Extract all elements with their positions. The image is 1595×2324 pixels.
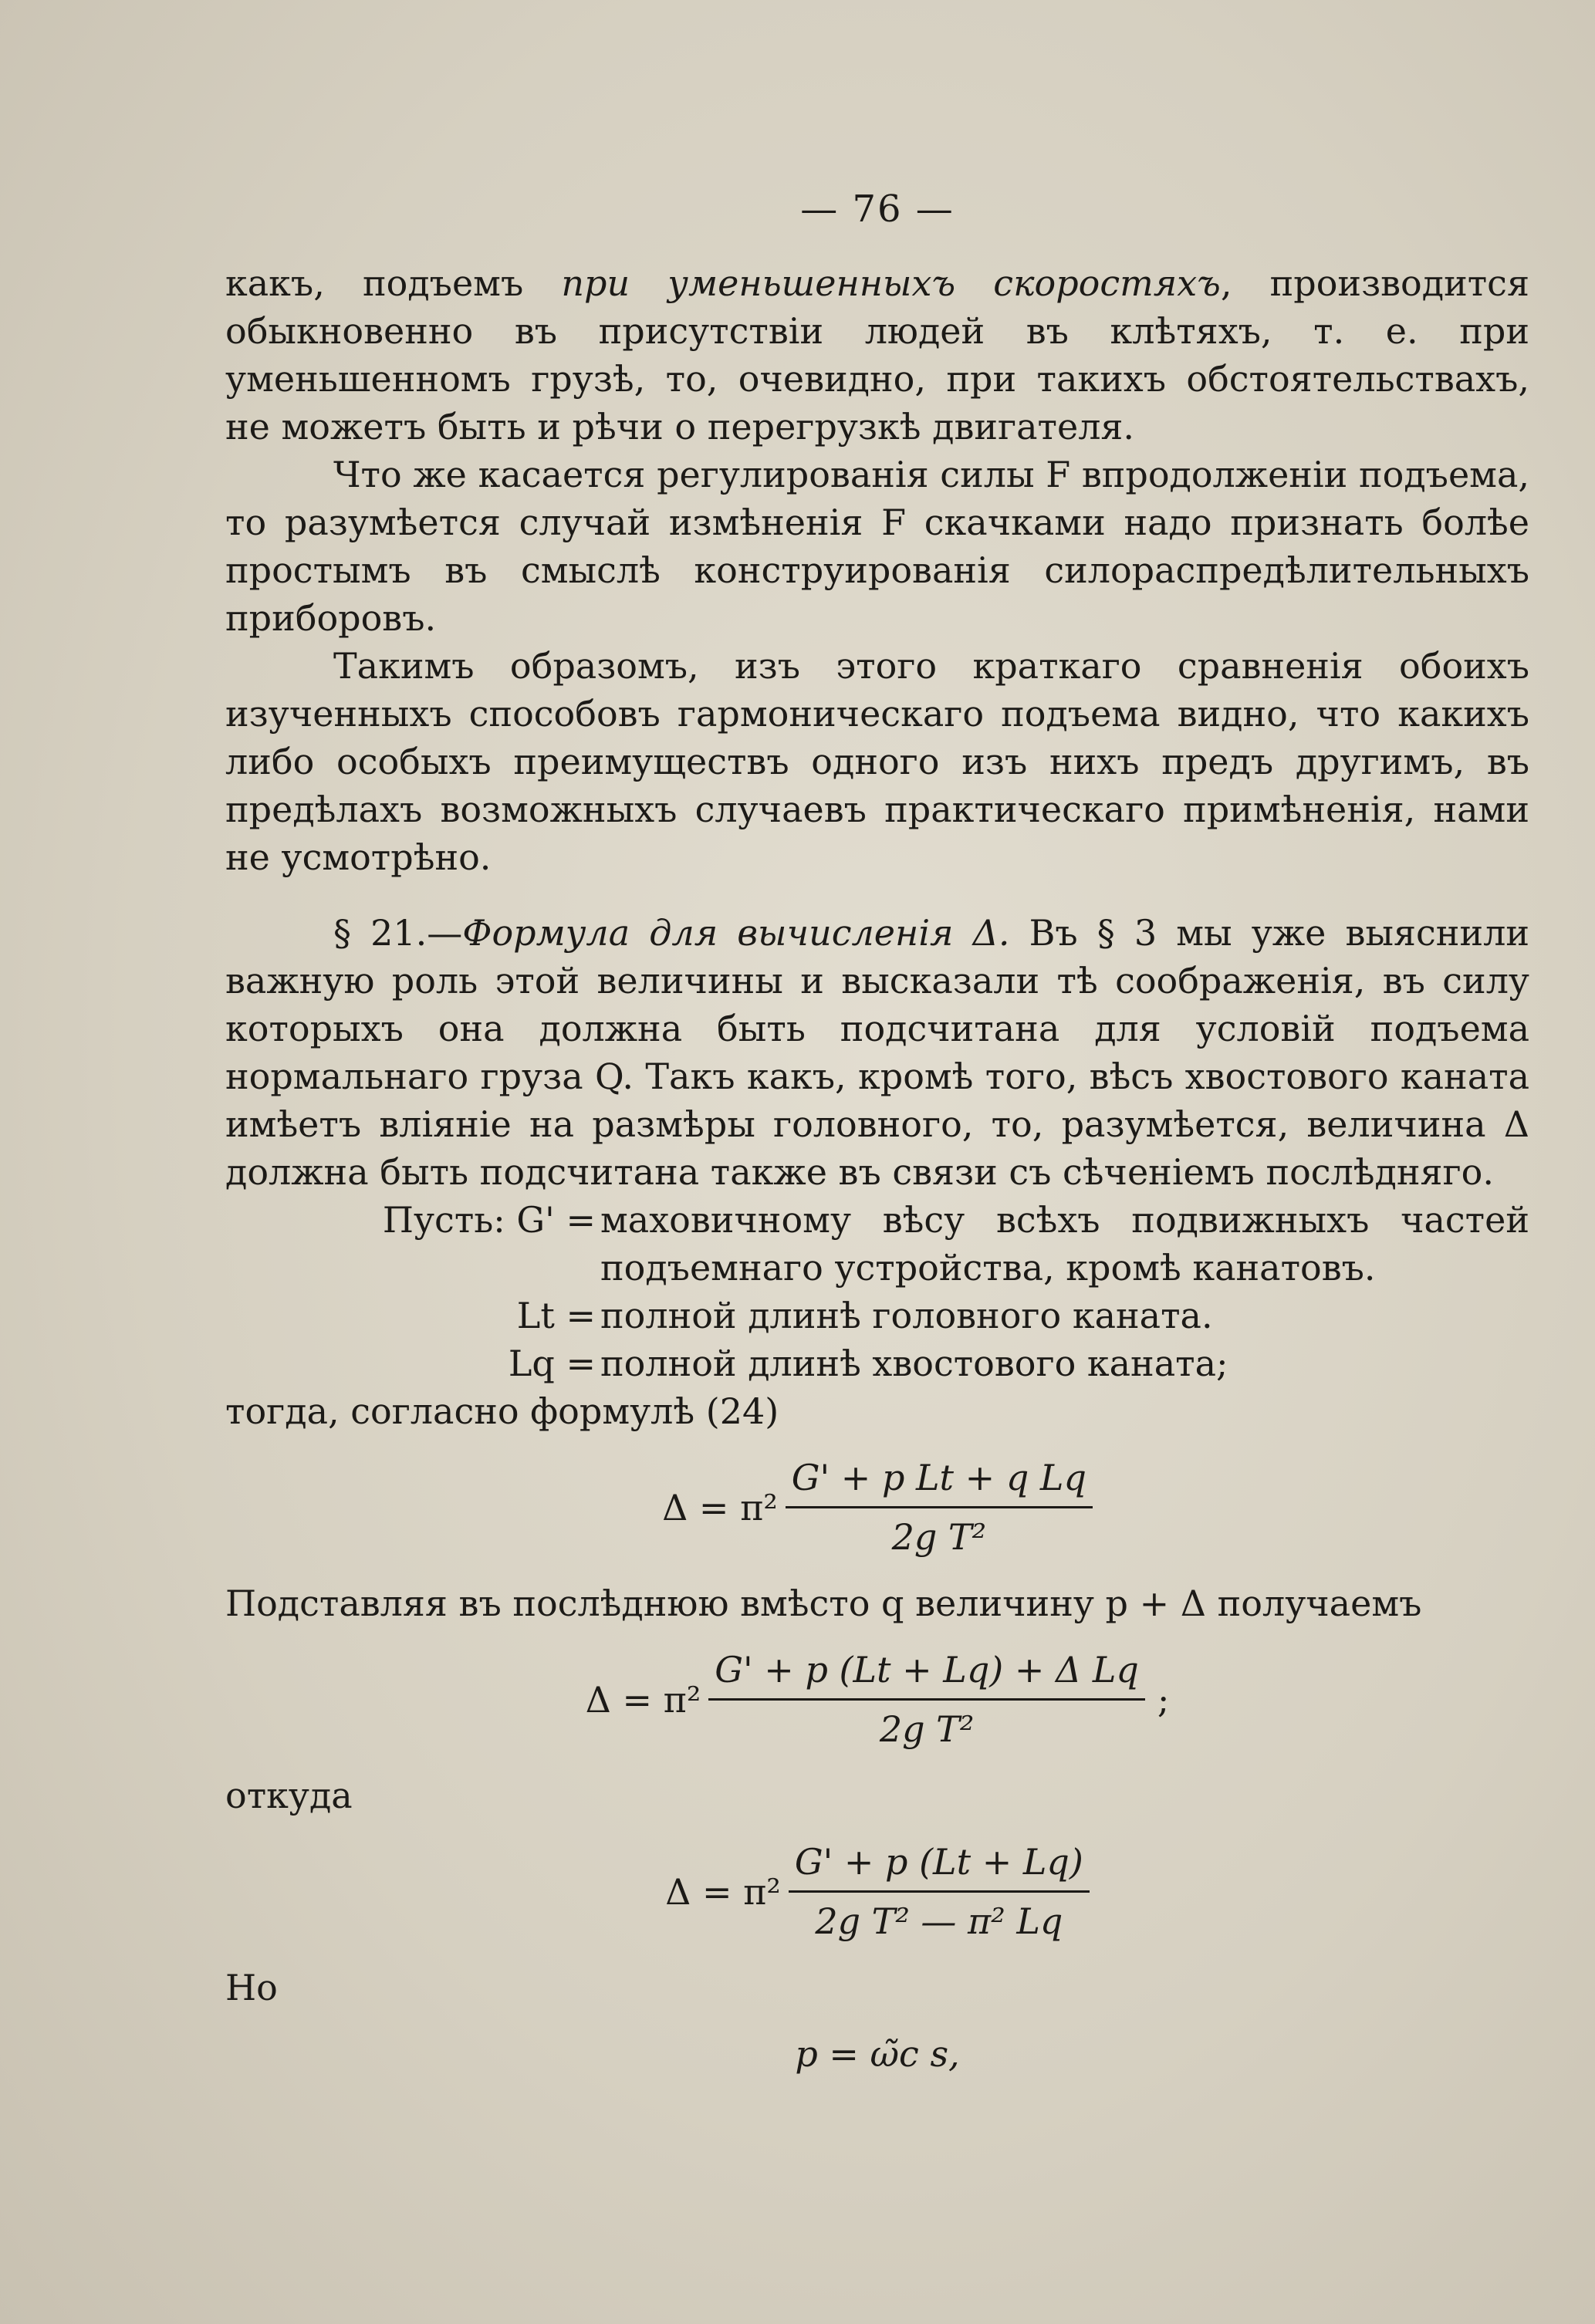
formula-3-numerator: G' + p (Lt + Lq) — [789, 1838, 1090, 1893]
definition-rhs: полной длинѣ хвостового каната; — [600, 1343, 1228, 1384]
formula-3 — [225, 1838, 1529, 1945]
definitions-list — [333, 1196, 1529, 1387]
formula-1-numerator: G' + p Lt + q Lq — [786, 1454, 1093, 1508]
formula-3-lhs: Δ = π² — [665, 1870, 781, 1913]
formula-2-lhs: Δ = π² — [585, 1678, 701, 1721]
formula-1-lhs: Δ = π² — [662, 1486, 778, 1529]
formula-4: p = ω̃c s, — [795, 2033, 960, 2075]
section-21 — [225, 909, 1529, 1196]
definition-lhs: Lt = — [516, 1295, 596, 1336]
formula-1-denominator: 2g T² — [891, 1516, 987, 1558]
section-title: Формула для вычисленія Δ. — [462, 912, 1010, 954]
definition-lhs: Lq = — [508, 1343, 596, 1384]
page-number: — 76 — — [800, 187, 955, 231]
text-substituting: Подставляя въ послѣднюю вмѣсто q величину p + Δ получаемъ — [225, 1583, 1422, 1624]
text-but: Но — [225, 1967, 278, 2008]
formula-3-fraction — [789, 1838, 1090, 1945]
formula-2-fraction — [708, 1646, 1145, 1753]
formula-3-denominator: 2g T² — π² Lq — [815, 1900, 1063, 1942]
definition-lhs: Пусть: G' = — [382, 1199, 596, 1241]
text-then: тогда, согласно формулѣ (24) — [225, 1390, 779, 1432]
paragraph-2: Что же касается регулированія силы F впродолженіи подъема, то разумѣется случай измѣненія F скачками надо признать болѣе простымъ въ смыслѣ конструированія силораспредѣлительныхъ приборовъ. — [225, 454, 1529, 639]
para1-before: какъ, подъемъ — [225, 262, 562, 304]
para1-after: , производится обыкновенно въ присутствіи людей въ клѣтяхъ, т. е. при уменьшенномъ грузѣ, то, очевидно, при такихъ обстоятельствахъ, не можетъ быть и рѣчи о перегрузкѣ двигателя. — [225, 262, 1529, 448]
section-number: § 21.— — [333, 912, 463, 954]
paragraph-3: Такимъ образомъ, изъ этого краткаго сравненія обоихъ изученныхъ способовъ гармоническаго подъема видно, что какихъ либо особыхъ преимуществъ одного изъ нихъ предъ другимъ, въ предѣлахъ возможныхъ случаевъ практическаго примѣненія, нами не усмотрѣно. — [225, 645, 1529, 878]
formula-2-trail: ; — [1157, 1678, 1170, 1721]
definition-rhs: маховичному вѣсу всѣхъ подвижныхъ частей подъемнаго устройства, кромѣ канатовъ. — [600, 1199, 1529, 1289]
definition-rhs: полной длинѣ головного каната. — [600, 1295, 1213, 1336]
section-gap — [225, 881, 1529, 909]
paragraph-1 — [225, 259, 1529, 451]
para1-italic: при уменьшенныхъ скоростяхъ — [561, 262, 1221, 304]
formula-2-numerator: G' + p (Lt + Lq) + Δ Lq — [708, 1646, 1145, 1701]
definition-row — [333, 1196, 1529, 1292]
text-whence: откуда — [225, 1775, 353, 1816]
formula-2-denominator: 2g T² — [879, 1708, 975, 1750]
definition-row — [333, 1339, 1529, 1387]
formula-2 — [225, 1646, 1529, 1753]
formula-1 — [225, 1454, 1529, 1561]
definition-row — [333, 1292, 1529, 1339]
formula-1-fraction — [786, 1454, 1093, 1561]
section-body: Въ § 3 мы уже выяснили важную роль этой величины и высказали тѣ соображенія, въ силу которыхъ она должна быть подсчитана для условій подъема нормальнаго груза Q. Такъ какъ, кромѣ того, вѣсъ хвостового каната имѣетъ вліяніе на размѣры головного, то, разумѣется, величина Δ должна быть подсчитана также въ связи съ сѣченіемъ послѣдняго. — [225, 912, 1529, 1193]
page-text — [225, 185, 1529, 2096]
